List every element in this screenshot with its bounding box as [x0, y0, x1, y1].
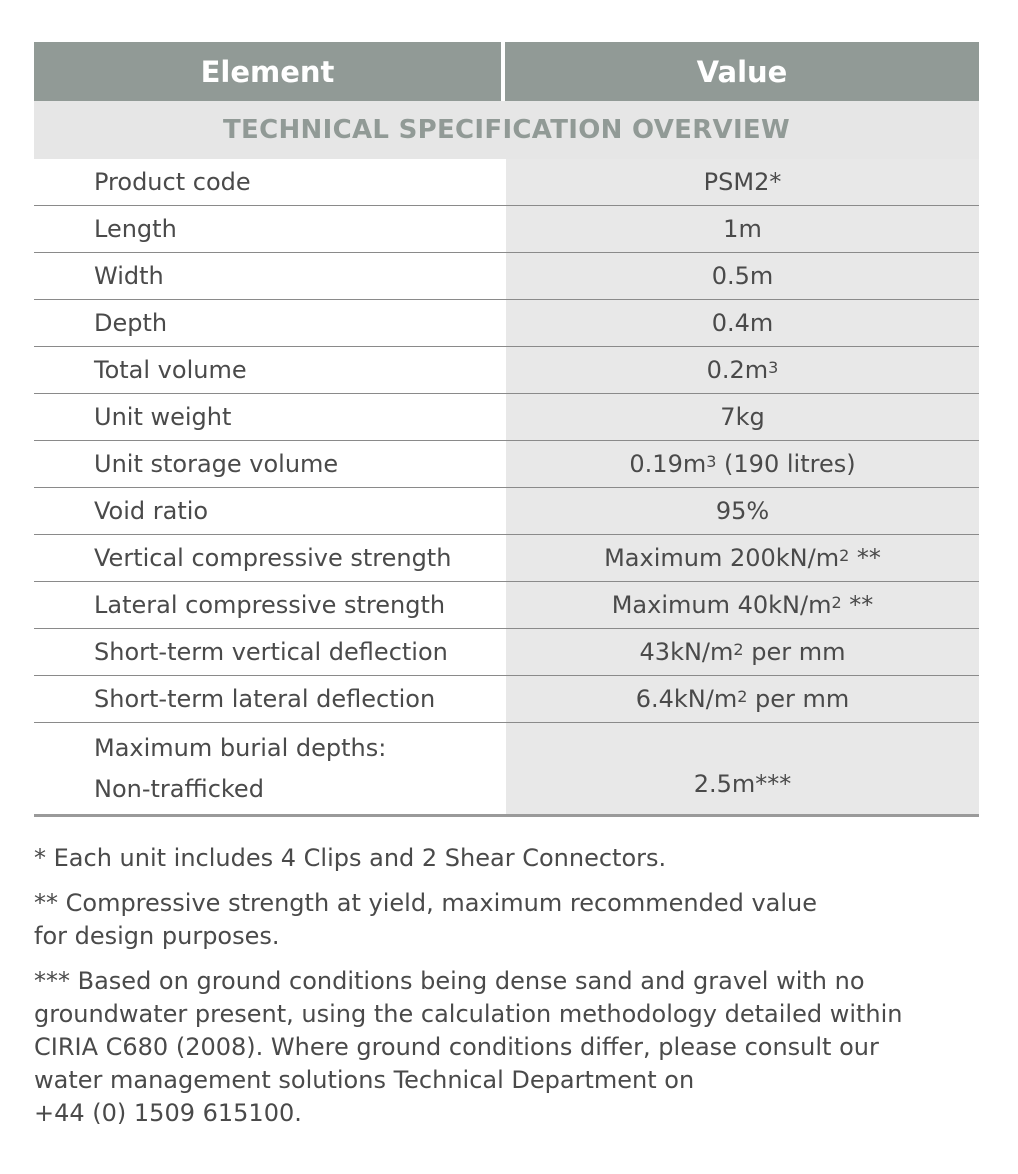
table-row	[34, 676, 979, 723]
row-label: Lateral compressive strength	[94, 591, 446, 619]
row-value: 0.2m $^3$	[506, 347, 979, 393]
table-row	[34, 159, 979, 206]
row-label: Total volume	[94, 356, 247, 384]
row-value: 7kg	[506, 394, 979, 440]
row-value: 43kN/m $^2$ per mm	[506, 629, 979, 675]
table-row	[34, 488, 979, 535]
table-row	[34, 347, 979, 394]
row-label: Unit storage volume	[94, 450, 339, 478]
table-header	[34, 42, 979, 101]
header-value: Value	[696, 54, 788, 89]
value-main: 43kN/m	[639, 638, 734, 666]
value-tail: **	[841, 591, 874, 619]
footnote-1: * Each unit includes 4 Clips and 2 Shear Connectors.	[34, 844, 667, 872]
row-value: 0.5m	[506, 253, 979, 299]
row-label: Unit weight	[94, 403, 232, 431]
footnote-2	[34, 887, 984, 953]
row-label: Length	[94, 215, 177, 243]
footnotes	[34, 842, 984, 1142]
row-label: Depth	[94, 309, 168, 337]
row-label: Short-term vertical deflection	[94, 638, 448, 666]
table-row	[34, 253, 979, 300]
table-row	[34, 535, 979, 582]
row-value: 2.5m***	[506, 723, 979, 814]
table-row	[34, 441, 979, 488]
value-tail: per mm	[747, 685, 850, 713]
value-main: 6.4kN/m	[635, 685, 738, 713]
row-value: Maximum 200kN/m $^2$ **	[506, 535, 979, 581]
table-row	[34, 582, 979, 629]
value-main: Maximum 40kN/m	[611, 591, 832, 619]
section-title: TECHNICAL SPECIFICATION OVERVIEW	[34, 101, 979, 159]
row-value: PSM2*	[506, 159, 979, 205]
value-main: Maximum 200kN/m	[604, 544, 840, 572]
footnote-3-line2: groundwater present, using the calculation methodology detailed within	[34, 1000, 903, 1028]
row-label: Void ratio	[94, 497, 209, 525]
row-value: 6.4kN/m $^2$ per mm	[506, 676, 979, 722]
footnote-3-line1: *** Based on ground conditions being dense sand and gravel with no	[34, 967, 865, 995]
footnote-2-line2: for design purposes.	[34, 922, 280, 950]
value-tail: **	[849, 544, 881, 572]
footnote-3	[34, 965, 984, 1130]
value-main: 0.19m	[629, 450, 707, 478]
table-row	[34, 394, 979, 441]
value-tail: (190 litres)	[716, 450, 856, 478]
footnote-3-line3: CIRIA C680 (2008). Where ground conditions differ, please consult our	[34, 1033, 879, 1061]
spec-table	[34, 42, 979, 817]
table-row	[34, 629, 979, 676]
value-tail: per mm	[743, 638, 846, 666]
table-row	[34, 300, 979, 347]
burial-label-line2: Non-trafficked	[94, 774, 264, 803]
header-element: Element	[34, 42, 505, 101]
row-label: Short-term lateral deflection	[94, 685, 436, 713]
row-label: Width	[94, 262, 164, 290]
table-row-burial	[34, 723, 979, 817]
row-value: 95%	[506, 488, 979, 534]
row-label: Vertical compressive strength	[94, 544, 452, 572]
row-value: Maximum 40kN/m $^2$ **	[506, 582, 979, 628]
footnote-2-line1: ** Compressive strength at yield, maximum recommended value	[34, 889, 818, 917]
value-main: 0.2m	[706, 356, 769, 384]
footnote-3-line5: +44 (0) 1509 615100.	[34, 1099, 302, 1127]
row-value: 1m	[506, 206, 979, 252]
table-row	[34, 206, 979, 253]
burial-label-line1: Maximum burial depths:	[94, 733, 387, 762]
row-value: 0.4m	[506, 300, 979, 346]
row-value: 0.19m $^3$ (190 litres)	[506, 441, 979, 487]
row-label	[34, 723, 506, 814]
footnote-3-line4: water management solutions Technical Department on	[34, 1066, 695, 1094]
row-label: Product code	[94, 168, 251, 196]
